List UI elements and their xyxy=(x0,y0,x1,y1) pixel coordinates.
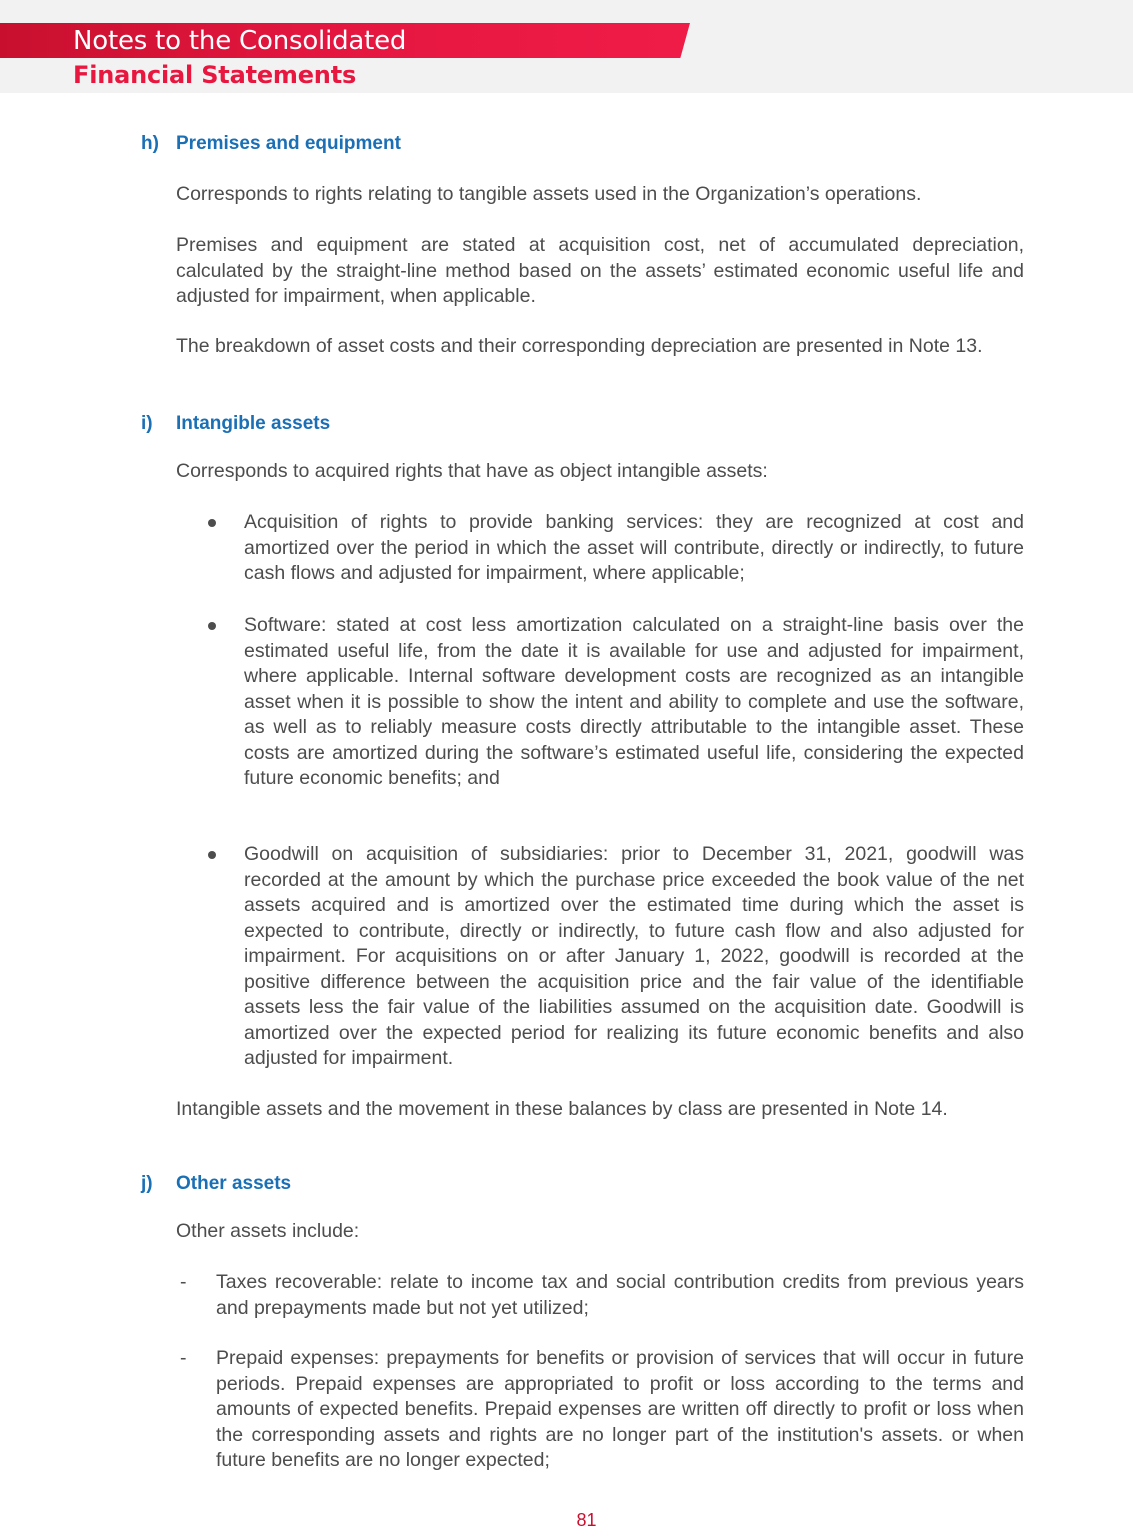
bullet-item-banking-rights: Acquisition of rights to provide banking services: they are recognized at cost and amortized over the period in which the asset will contribute, directly or indirectly, to future cash flows and adjusted for impairment, where applicable; xyxy=(244,511,1024,584)
bullet-item-software: Software: stated at cost less amortization calculated on a straight-line basis over the estimated useful life, from the date it is available for use and adjusted for impairment, where applicable. Internal software development costs are recognized as an intangible asset when it is possible to show the intent and ability to complete and use the software, as well as to reliably measure costs directly attributable to the intangible asset. These costs are amortized during the software’s estimated useful life, considering the expected future economic benefits; and xyxy=(244,614,1024,789)
section-i-letter: i) xyxy=(141,413,153,434)
header-title-line-2: Financial Statements xyxy=(73,61,357,89)
bullet-item-goodwill: Goodwill on acquisition of subsidiaries: prior to December 31, 2021, goodwill was recorded at the amount by which the purchase price exceeded the book value of the net assets acquired and is amortized over the estimated time during which the asset is expected to contribute, directly or indirectly, to future cash flow and also adjusted for impairment. For acquisitions on or after January 1, 2022, goodwill is recorded at the positive difference between the acquisition price and the fair value of the identifiable assets less the fair value of the liabilities assumed on the acquisition date. Goodwill is amortized over the expected period for realizing its future economic benefits and also adjusted for impairment. xyxy=(244,843,1024,1069)
section-j-title: Other assets xyxy=(176,1173,292,1194)
section-h-title: Premises and equipment xyxy=(176,133,401,154)
bullet-dot xyxy=(208,519,216,527)
section-h-paragraph-3: The breakdown of asset costs and their corresponding depreciation are presented in Note 13. xyxy=(176,335,983,357)
bullet-dot xyxy=(208,851,216,859)
bullet-dot xyxy=(208,622,216,630)
page-header xyxy=(0,0,1133,93)
page-number: 81 xyxy=(576,1510,597,1530)
header-title-line-1: Notes to the Consolidated xyxy=(73,26,407,56)
section-i-intro: Corresponds to acquired rights that have as object intangible assets: xyxy=(176,460,768,482)
dash-item-taxes-recoverable: Taxes recoverable: relate to income tax and social contribution credits from previous years and prepayments made but not yet utilized; xyxy=(216,1271,1024,1319)
dash-item-prepaid-expenses: Prepaid expenses: prepayments for benefits or provision of services that will occur in future periods. Prepaid expenses are appropriated to profit or loss according to the terms and amounts of expected benefits. Prepaid expenses are written off directly to profit or loss when the corresponding assets and rights are no longer part of the institution's assets. or when future benefits are no longer expected; xyxy=(216,1347,1024,1471)
section-h-letter: h) xyxy=(141,133,159,154)
section-j-intro: Other assets include: xyxy=(176,1220,360,1242)
section-j-letter: j) xyxy=(141,1173,153,1194)
section-h-paragraph-1: Corresponds to rights relating to tangible assets used in the Organization’s operations. xyxy=(176,183,922,205)
dash-marker: - xyxy=(180,1271,187,1293)
section-h-paragraph-2: Premises and equipment are stated at acquisition cost, net of accumulated depreciation, calculated by the straight-line method based on the assets’ estimated economic useful life and adjusted for impairment, when applicable. xyxy=(176,234,1024,307)
dash-marker: - xyxy=(180,1347,187,1369)
section-i-closing: Intangible assets and the movement in these balances by class are presented in Note 14. xyxy=(176,1098,948,1120)
section-i-title: Intangible assets xyxy=(176,413,331,434)
